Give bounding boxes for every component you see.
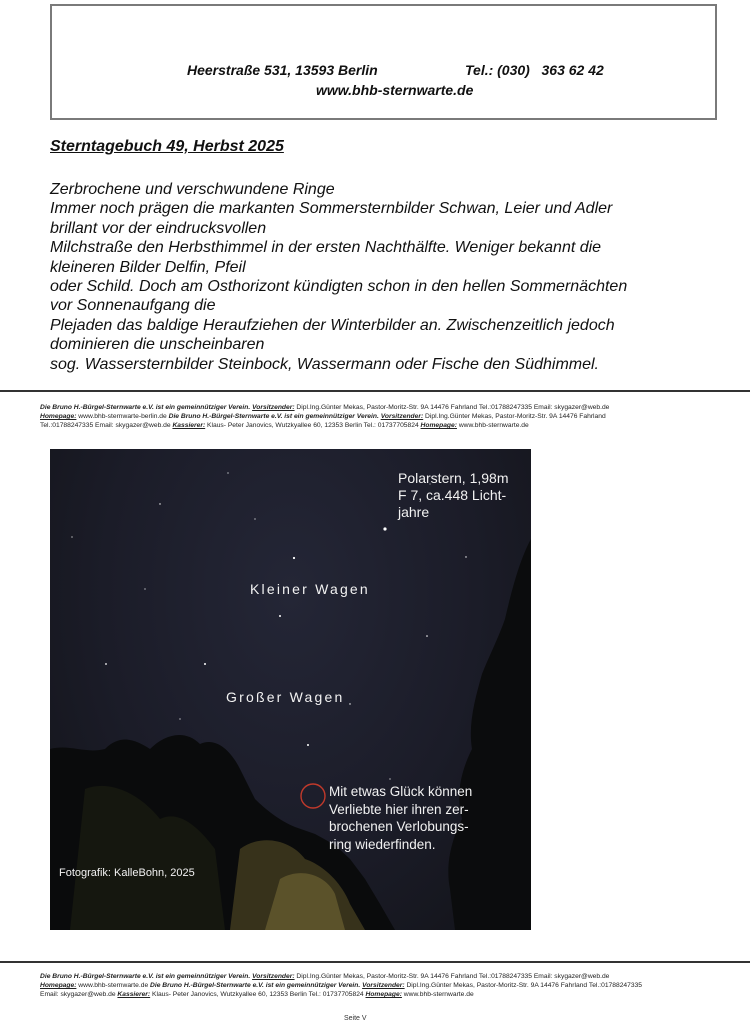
body-line: kleineren Bilder Delfin, Pfeil [50, 258, 246, 276]
body-line: Immer noch prägen die markanten Sommersternbilder Schwan, Leier und Adler [50, 200, 613, 218]
letterhead-phone: Tel.: (030) 363 62 42 [465, 62, 604, 78]
night-sky-photo [50, 449, 531, 930]
photo-credit: Fotografik: KalleBohn, 2025 [59, 867, 195, 879]
article-title: Sterntagebuch 49, Herbst 2025 [50, 138, 284, 155]
body-line: dominieren die unscheinbaren [50, 336, 265, 354]
footer-line: Die Bruno H.-Bürgel-Sternwarte e.V. ist ein gemeinnütziger Verein. Vorsitzender: Dipl.Ing.Günter Mekas, Pastor-Moritz-Str. 9A 14476 Fahrland Tel.:01788247335 Email: skygazer@web.de [40, 404, 610, 411]
letterhead-box [50, 4, 717, 120]
body-line: Milchstraße den Herbsthimmel in der ersten Nachthälfte. Weniger bekannt die [50, 239, 602, 257]
little-dipper-label: Kleiner Wagen [250, 581, 370, 597]
body-line: Plejaden das baldige Heraufziehen der Winterbilder an. Zwischenzeitlich jedoch [50, 316, 615, 334]
body-line: sog. Wassersternbilder Steinbock, Wassermann oder Fische den Südhimmel. [50, 355, 599, 373]
body-line: brillant vor der eindrucksvollen [50, 219, 267, 237]
footer-rule [0, 961, 750, 963]
letterhead-address: Heerstraße 531, 13593 Berlin [187, 62, 378, 78]
polaris-annotation: Polarstern, 1,98m F 7, ca.448 Licht- jahre [398, 470, 509, 520]
letterhead-website[interactable]: www.bhb-sternwarte.de [316, 82, 474, 98]
ring-marker [301, 784, 325, 808]
page-number: Seite V [344, 1015, 367, 1022]
body-line: Zerbrochene und verschwundene Ringe [50, 181, 335, 198]
body-line: oder Schild. Doch am Osthorizont kündigten schon in den hellen Sommernächten [50, 278, 628, 296]
footer-line: Homepage: www.bhb-sternwarte-berlin.de Die Bruno H.-Bürgel-Sternwarte e.V. ist ein gemeinnütziger Verein. Vorsitzender: Dipl.Ing.Günter Mekas, Pastor-Moritz-Str. 9A 14476 Fahrland [40, 413, 606, 420]
footer-line: Homepage: www.bhb-sternwarte.de Die Bruno H.-Bürgel-Sternwarte e.V. ist ein gemeinnütziger Verein. Vorsitzender: Dipl.Ing.Günter Mekas, Pastor-Moritz-Str. 9A 14476 Fahrland Tel.:01788247335 [40, 982, 643, 989]
ring-annotation: Mit etwas Glück können Verliebte hier ihren zer- brochenen Verlobungs- ring wiederfinden. [329, 784, 473, 852]
article-body [50, 180, 710, 374]
page-break-rule [0, 390, 750, 392]
footer-line: Email: skygazer@web.de Kassierer: Klaus- Peter Janovics, Wutzkyallee 60, 12353 Berlin Tel.: 01737705824 Homepage: www.bhb-sternwarte.de [40, 991, 474, 998]
footer-top [40, 403, 720, 430]
big-dipper-label: Großer Wagen [226, 689, 345, 705]
footer-bottom [40, 972, 720, 999]
footer-line: Tel.:01788247335 Email: skygazer@web.de Kassierer: Klaus- Peter Janovics, Wutzkyallee 60, 12353 Berlin Tel.: 01737705824 Homepage: www.bhb-sternwarte.de [40, 422, 529, 429]
body-line: vor Sonnenaufgang die [50, 297, 216, 315]
footer-line: Die Bruno H.-Bürgel-Sternwarte e.V. ist ein gemeinnütziger Verein. Vorsitzender: Dipl.Ing.Günter Mekas, Pastor-Moritz-Str. 9A 14476 Fahrland Tel.:01788247335 Email: skygazer@web.de [40, 973, 610, 980]
